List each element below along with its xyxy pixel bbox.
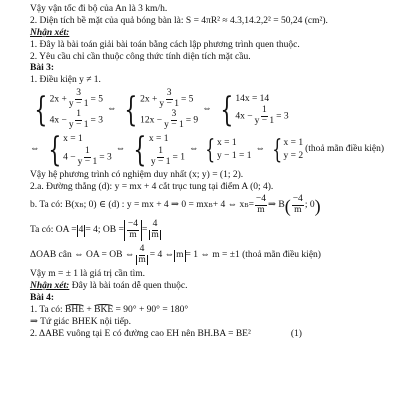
equation-line-oa: Ta có: OA = 4 = 4; OB = $\frac{-4}{m}$ = $\frac{4}{m}$ bbox=[30, 219, 159, 241]
section-heading: Bài 3: bbox=[30, 63, 55, 74]
remark-heading: Nhận xét: bbox=[30, 27, 70, 38]
equation-system: { 2x + $\frac{3}{y - 1}$ = 5 12x − $\frac{3}{y - 1}$ = 9 bbox=[124, 88, 199, 131]
equation-system: { x = 1 4 − $\frac{1}{y - 1}$ = 3 bbox=[47, 130, 112, 171]
text-line: 2. Diện tích bề mặt của quả bóng bàn là: S = 4πR² ≈ 4.3,14.2,2² = 50,24 (cm²). bbox=[30, 15, 328, 26]
remark-line: Nhận xét: Đây là bài toán dễ quen thuộc. bbox=[30, 281, 188, 292]
angle-sum-line: 1. Ta có: BHE + BKE = 90° + 90° = 180° bbox=[30, 304, 189, 315]
equation-system: { x = 1 y = 2 bbox=[272, 135, 304, 166]
equation-system: { x = 1 y − 1 = 1 bbox=[205, 135, 252, 166]
text-line: 2. ΔABE vuông tại E có đường cao EH nên BH.BA = BE² (1) bbox=[30, 328, 302, 339]
text-line: 1. Điều kiện y ≠ 1. bbox=[30, 75, 101, 86]
text-line: 2. Yêu cầu chỉ cần thuộc công thức tính diện tích mặt cầu. bbox=[30, 51, 251, 62]
text-line: ⇒ Tứ giác BHEK nội tiếp. bbox=[30, 316, 132, 327]
equation-system-row-2: ⇔ { x = 1 4 − $\frac{1}{y - 1}$ = 3 ⇔ { x = 1 $\frac{1}{y - 1}$ = 1 ⇔ { x = 1 y − 1 = 1 ⇔ { x = 1 y = 2 (thoả mãn điều kiện) bbox=[30, 130, 385, 171]
section-heading: Bài 4: bbox=[30, 293, 55, 304]
equation-system: { 14x = 14 4x − $\frac{1}{y - 1}$ = 3 bbox=[220, 90, 289, 131]
text-line: 1. Đây là bài toán giải bài toán bằng cách lập phương trình quen thuộc. bbox=[30, 39, 300, 50]
text-line: 2.a. Đường thẳng (d): y = mx + 4 cắt trục tung tại điểm A (0; 4). bbox=[30, 181, 274, 192]
text-line: Vậy hệ phương trình có nghiệm duy nhất (x; y) = (1; 2). bbox=[30, 169, 244, 180]
equation-system-row-1: { 2x + $\frac{3}{y - 1}$ = 5 4x − $\frac{1}{y - 1}$ = 3 ⇔ { 2x + $\frac{3}{y - 1}$ = 5 12x − $\frac{3}{y - 1}$ = 9 ⇔ { 14x = 14 4x − $\frac{1}{y - 1}$ = 3 bbox=[30, 89, 400, 131]
text-line: Vậy m = ± 1 là giá trị cần tìm. bbox=[30, 269, 146, 280]
text-line: Vậy vận tốc đi bộ của An là 3 km/h. bbox=[30, 4, 168, 14]
equation-line-triangle: ΔOAB cân ⇔ OA = OB ⇔ $\frac{4}{m}$ = 4 ⇔ m = 1 ⇔ m = ±1 (thoả mãn điều kiện) bbox=[30, 244, 321, 266]
equation-system: { 2x + $\frac{3}{y - 1}$ = 5 4x − $\frac{1}{y - 1}$ = 3 bbox=[34, 88, 103, 131]
condition-note: (thoả mãn điều kiện) bbox=[305, 144, 385, 155]
equation-line-b: b. Ta có: B(x B ; 0) ∈ (d) : y = mx + 4 ⇒ 0 = mx B + 4 ⇔ x B = $\frac{-4}{m}$ ⇒ B ( $\frac{-4}{m}$ ; 0 ) bbox=[30, 194, 321, 216]
equation-system: { x = 1 $\frac{1}{y - 1}$ = 1 bbox=[133, 130, 185, 171]
